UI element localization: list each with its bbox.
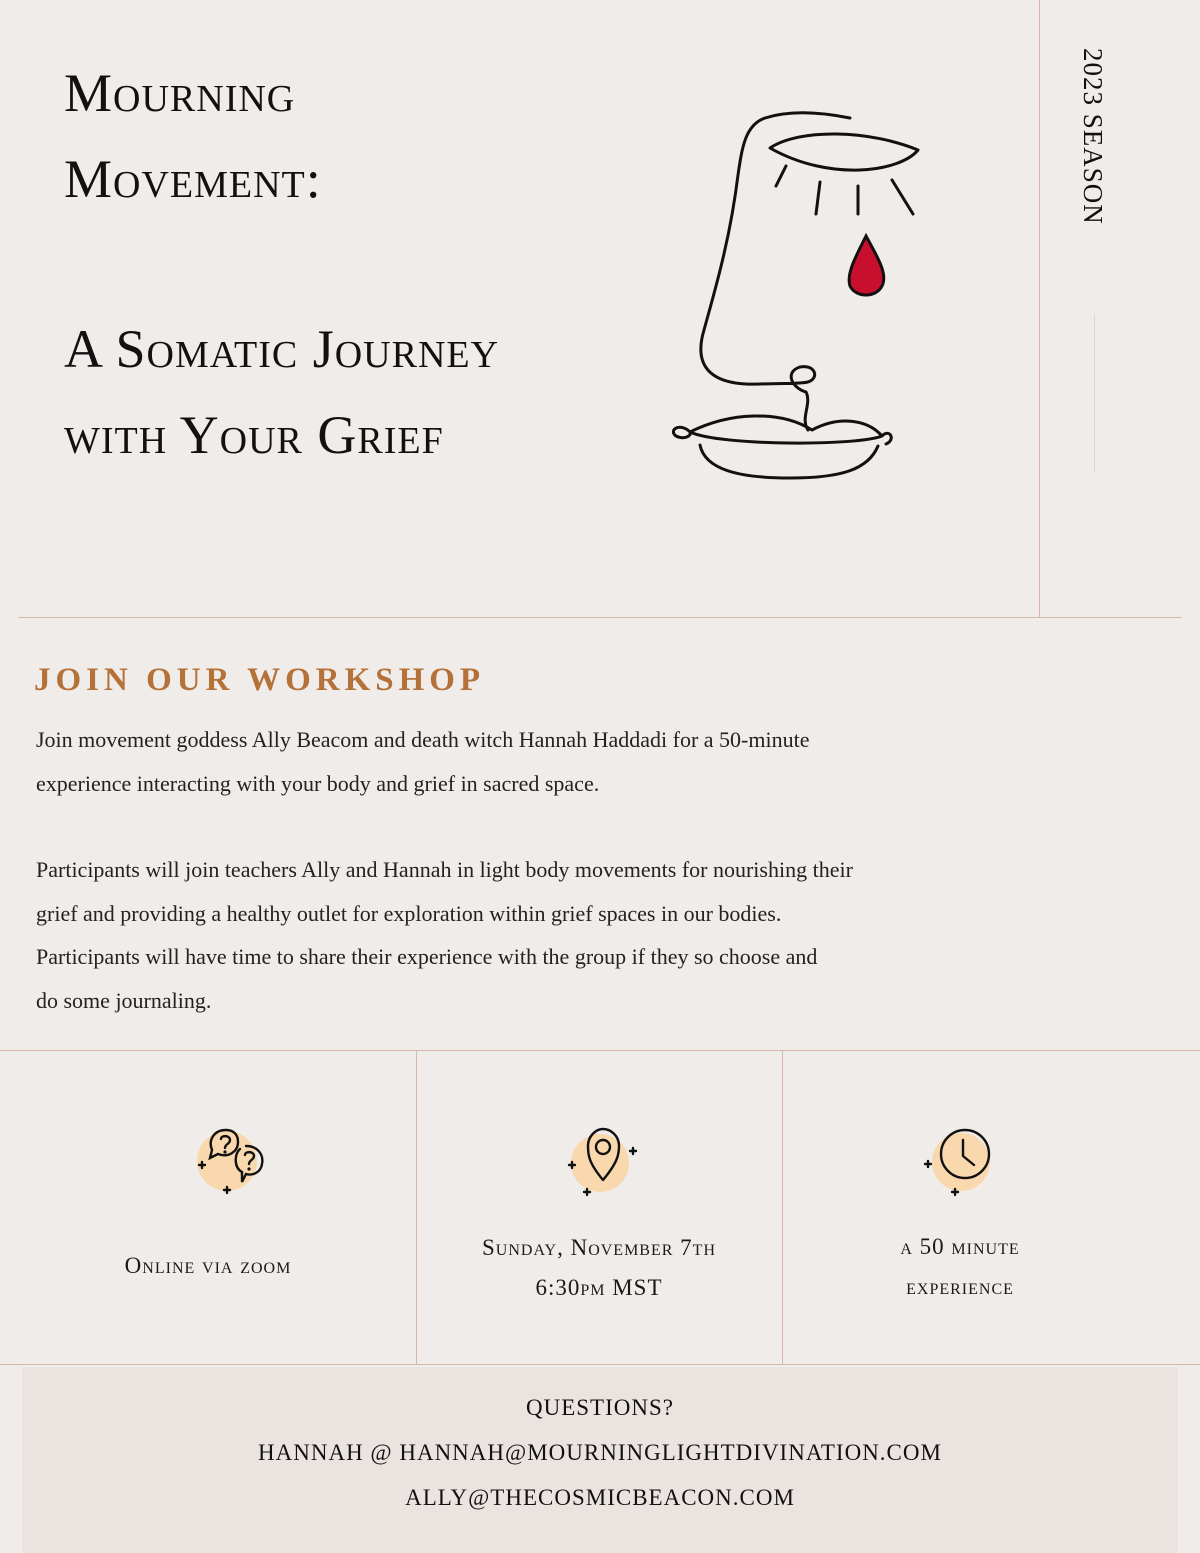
contact-footer — [22, 1367, 1178, 1553]
title-line-3: A Somatic Journey — [64, 319, 500, 379]
paragraph-1-line-2: experience interacting with your body and grief in sacred space. — [36, 770, 600, 796]
paragraph-2-line-1: Participants will join teachers Ally and Hannah in light body movements for nourishing their — [36, 857, 853, 882]
workshop-paragraph-2 — [36, 848, 996, 1022]
title-line-4: with Your Grief — [64, 405, 444, 465]
detail-location-type: Online via zoom — [124, 1253, 292, 1278]
crying-face-line-art-icon — [660, 100, 930, 500]
title-line-2: Movement: — [64, 149, 322, 209]
details-bottom-divider — [0, 1364, 1200, 1365]
detail-date-time: Sunday, November 7th 6:30pm MST — [481, 1235, 716, 1300]
detail-duration: a 50 minute experience — [900, 1234, 1020, 1299]
ally-contact: ALLY@THECOSMICBEACON.COM — [405, 1485, 795, 1510]
header-divider — [18, 617, 1182, 618]
paragraph-2-line-2: grief and providing a healthy outlet for exploration within grief spaces in our bodies. — [36, 900, 782, 926]
title-line-1: Mourning — [64, 63, 296, 123]
paragraph-2-line-3: Participants will have time to share their experience with the group if they so choose and — [36, 944, 818, 969]
details-divider-2 — [782, 1050, 783, 1365]
paragraph-2-line-4: do some journaling. — [36, 987, 212, 1013]
clock-icon — [918, 1118, 1008, 1208]
header-vertical-divider — [1039, 0, 1040, 618]
questions-label: QUESTIONS? — [526, 1395, 674, 1420]
workshop-paragraph-1 — [36, 718, 996, 805]
workshop-heading: JOIN OUR WORKSHOP — [34, 662, 486, 698]
season-label: 2023 SEASON — [1078, 48, 1108, 225]
location-pin-icon — [560, 1120, 650, 1210]
details-divider-1 — [416, 1050, 417, 1365]
question-bubbles-icon — [190, 1120, 280, 1210]
hannah-contact: HANNAH @ HANNAH@MOURNINGLIGHTDIVINATION.COM — [258, 1440, 942, 1465]
details-top-divider — [0, 1050, 1200, 1051]
season-accent-line — [1094, 315, 1095, 472]
paragraph-1-line-1: Join movement goddess Ally Beacom and death witch Hannah Haddadi for a 50-minute — [36, 727, 810, 752]
